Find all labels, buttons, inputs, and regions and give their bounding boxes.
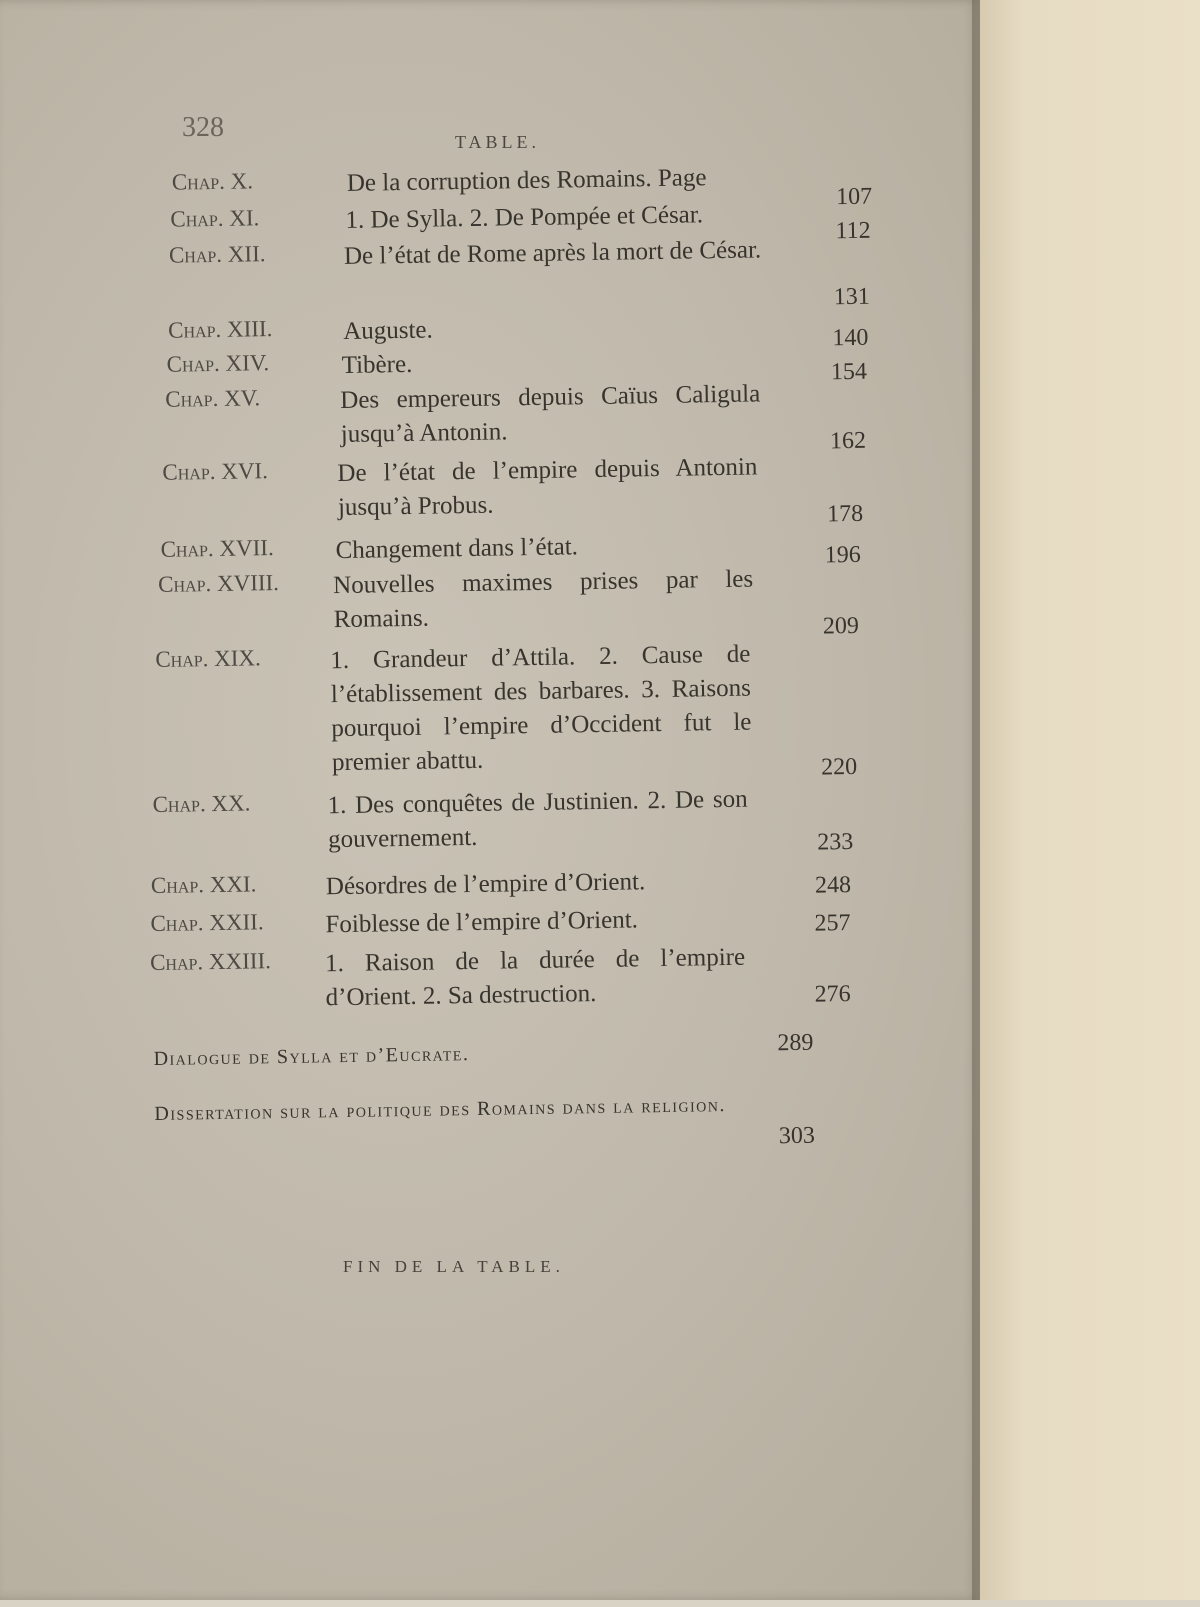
chapter-page: 233: [817, 828, 854, 856]
toc-entry-chap-xxi: [150, 862, 852, 901]
chapter-label: Chap. XIII.: [167, 316, 273, 343]
chapter-page: 131: [833, 283, 870, 311]
chapter-title: Changement dans l’état.: [335, 533, 579, 565]
toc-entry-chap-x: [171, 159, 873, 211]
chapter-page: 107: [835, 183, 873, 211]
toc-entry-chap-xvi: [162, 449, 864, 528]
chapter-title: Foiblesse de l’empire d’Orient.: [325, 906, 639, 939]
chapter-title: Des empereurs depuis Caïus Caligula jusqu’à Antonin.: [340, 380, 761, 448]
toc-entry-chap-xvii: [160, 526, 861, 569]
toc-entry-chap-xiii: [167, 307, 869, 352]
chapter-label: Chap. XVIII.: [157, 569, 280, 597]
chapter-title: 1. De Sylla. 2. De Pompée et César.: [345, 201, 704, 234]
chapter-label: Chap. XIX.: [155, 645, 261, 672]
chapter-label: Chap. XVI.: [162, 458, 269, 485]
chapter-title: De l’état de Rome après la mort de César.: [343, 236, 762, 270]
toc-entry-dissertation: [154, 1085, 816, 1150]
chapter-label: Chap. XI.: [170, 205, 260, 232]
toc-entry-dialogue: [153, 1029, 814, 1071]
dissertation-page: 303: [778, 1122, 816, 1150]
chapter-page: 178: [826, 500, 864, 528]
toc-entry-chap-xx: [152, 781, 854, 856]
chapter-page: 257: [814, 910, 851, 937]
chapter-label: Chap. XII.: [168, 241, 266, 268]
dialogue-title: Dialogue de Sylla et d’Eucrate.: [153, 1043, 470, 1071]
chapter-title: Auguste.: [342, 316, 433, 345]
chapter-title: Désordres de l’empire d’Orient.: [325, 868, 646, 901]
chapter-page: 276: [814, 981, 851, 1008]
toc-entry-chap-xxiii: [149, 939, 851, 1012]
chapter-title: Nouvelles maximes prises par les Romains.: [332, 565, 754, 634]
chapter-label: Chap. X.: [171, 168, 254, 195]
chapter-page: 162: [829, 427, 867, 455]
chapter-page: 154: [830, 358, 868, 386]
chapter-title: De la corruption des Romains. Page: [346, 164, 707, 197]
facing-page-edge: [980, 0, 1200, 1600]
toc-entry-chap-xix: [155, 636, 858, 781]
chapter-page: 220: [820, 753, 858, 781]
chapter-page: 112: [835, 217, 871, 245]
chapter-page: 209: [822, 612, 860, 640]
end-of-table: FIN DE LA TABLE.: [343, 1257, 565, 1276]
chapter-label: Chap. XX.: [152, 790, 251, 817]
chapter-title: 1. Grandeur d’Attila. 2. Cause de l’établissement des barbares. 3. Raisons pourquoi l’empire d’Occident fut le premier abattu.: [330, 640, 752, 777]
chapter-label: Chap. XV.: [165, 385, 261, 412]
chapter-page: 140: [832, 324, 869, 352]
toc-entry-chap-xxii: [150, 900, 851, 939]
chapter-title: 1. Des conquêtes de Justinien. 2. De son gouvernement.: [327, 785, 748, 854]
page-number: 328: [182, 112, 224, 143]
chapter-page: 196: [824, 541, 861, 569]
chapter-label: Chap. XXI.: [150, 871, 257, 899]
chapter-label: Chap. XVII.: [160, 535, 274, 562]
chapter-title: 1. Raison de la durée de l’empire d’Orient. 2. Sa destruction.: [324, 943, 746, 1012]
chapter-title: De l’état de l’empire depuis Antonin jusqu’à Probus.: [337, 453, 758, 522]
chapter-label: Chap. XXIII.: [149, 948, 272, 976]
chapter-label: Chap. XXII.: [150, 909, 264, 937]
dialogue-page: 289: [777, 1029, 814, 1057]
running-head: TABLE.: [455, 132, 541, 152]
dissertation-title: Dissertation sur la politique des Romains dans la religion.: [154, 1094, 727, 1126]
chapter-title: Tibère.: [341, 350, 413, 379]
chapter-page: 248: [814, 872, 852, 899]
chapter-label: Chap. XIV.: [166, 350, 270, 377]
